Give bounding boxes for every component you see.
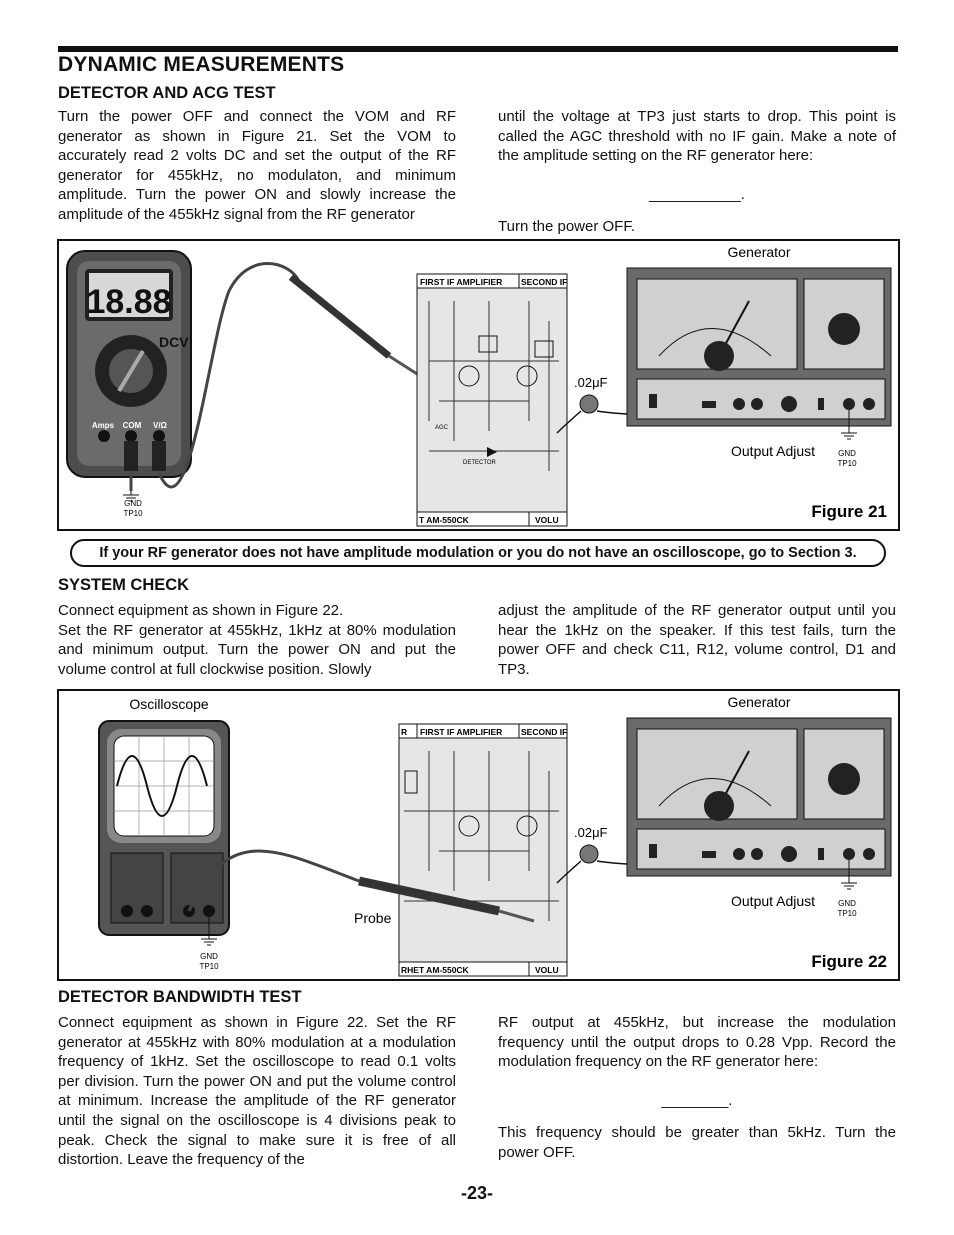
section-heading-detector-bandwidth: DETECTOR BANDWIDTH TEST bbox=[58, 988, 302, 1006]
gnd-label: GND bbox=[124, 499, 142, 508]
board22-footer-2: VOLU bbox=[535, 965, 559, 975]
meter-display: 18.88 bbox=[86, 283, 172, 321]
board-footer-2: VOLU bbox=[535, 515, 559, 525]
section2-col1 bbox=[58, 601, 456, 679]
section2-col2 bbox=[498, 601, 896, 679]
figure-21-label: Figure 21 bbox=[811, 502, 887, 521]
section-heading-detector-acg: DETECTOR AND ACG TEST bbox=[58, 84, 276, 102]
board-header-1: FIRST IF AMPLIFIER bbox=[420, 277, 503, 287]
capacitor-label: .02μF bbox=[574, 375, 608, 390]
rf-generator-22 bbox=[627, 718, 891, 876]
rf-generator-21 bbox=[627, 268, 891, 426]
figure-21-drawing bbox=[59, 241, 898, 529]
agc-label: AGC bbox=[435, 425, 449, 431]
output-adjust-label: Output Adjust bbox=[731, 443, 816, 459]
generator-label: Generator bbox=[727, 244, 791, 260]
frequency-blank: ________. bbox=[661, 1091, 733, 1109]
capacitor-icon bbox=[580, 395, 598, 413]
oscilloscope-label: Oscilloscope bbox=[129, 696, 209, 712]
capacitor22-label: .02μF bbox=[574, 825, 608, 840]
probe-21 bbox=[291, 277, 425, 379]
oscilloscope bbox=[99, 721, 229, 935]
board-header-2: SECOND IF bbox=[521, 277, 568, 287]
jack-com-label: COM bbox=[122, 421, 142, 430]
tp10-label: TP10 bbox=[123, 509, 143, 518]
jack-v-label: V/Ω bbox=[153, 421, 167, 430]
capacitor22-icon bbox=[580, 845, 598, 863]
section1-col1 bbox=[58, 107, 456, 225]
top-rule bbox=[58, 46, 898, 52]
section3-paragraph-2: RF output at 455kHz, but increase the modulation frequency until the output drops to 0.28 Vpp. Record the modulation frequency on the RF generator here: bbox=[498, 1014, 896, 1071]
page-title: DYNAMIC MEASUREMENTS bbox=[58, 53, 345, 76]
scope-gnd-label: GND bbox=[200, 952, 218, 961]
circuit-board-22 bbox=[399, 724, 567, 976]
detector-label: DETECTOR bbox=[463, 460, 496, 466]
power-off-note: Turn the power OFF. bbox=[498, 218, 635, 236]
amplitude-blank: ___________. bbox=[649, 185, 745, 203]
figure-21 bbox=[57, 239, 900, 531]
section1-col2 bbox=[498, 107, 896, 237]
generator22-label: Generator bbox=[727, 694, 791, 710]
board-footer-1: T AM-550CK bbox=[419, 515, 469, 525]
circuit-board-21 bbox=[417, 274, 567, 526]
section2-paragraph-1a: Connect equipment as shown in Figure 22. bbox=[58, 602, 344, 619]
jack-amps-label: Amps bbox=[91, 421, 115, 430]
figure-22 bbox=[57, 689, 900, 981]
section3-paragraph-3: This frequency should be greater than 5kHz. Turn the power OFF. bbox=[498, 1124, 896, 1161]
meter-mode: DCV bbox=[159, 334, 189, 350]
section3-paragraph-1: Connect equipment as shown in Figure 22. Set the RF generator at 455kHz with 80% modulation at a modulation frequency of 1kHz. Set the oscilloscope to read 0.1 volts per division. Turn the power ON and put the volume control at minimum. Increase the amplitude of the RF generator until the signal on the oscilloscope is 4 divisions peak to peak. Check the signal to make sure it is free of all distortion. Leave the frequency of the bbox=[58, 1014, 456, 1169]
gen-tp10-label: TP10 bbox=[837, 459, 857, 468]
gen22-tp10-label: TP10 bbox=[837, 909, 857, 918]
board22-footer-1: RHET AM-550CK bbox=[401, 965, 469, 975]
section1-paragraph-2: until the voltage at TP3 just starts to drop. This point is called the AGC threshold with no IF gain. Make a note of the amplitude setting on the RF generator here: bbox=[498, 108, 896, 165]
section2-paragraph-1b: Set the RF generator at 455kHz, 1kHz at 80% modulation and minimum output. Turn the power ON and put the volume control at full clockwise position. Slowly bbox=[58, 621, 456, 678]
board22-header-2: SECOND IF bbox=[521, 727, 568, 737]
gen-gnd-label: GND bbox=[838, 449, 856, 458]
board22-header-1: FIRST IF AMPLIFIER bbox=[420, 727, 503, 737]
probe-label: Probe bbox=[354, 910, 392, 926]
gen22-gnd-label: GND bbox=[838, 899, 856, 908]
section3-col1 bbox=[58, 1013, 456, 1170]
figure-22-label: Figure 22 bbox=[811, 952, 887, 971]
section2-paragraph-2: adjust the amplitude of the RF generator output until you hear the 1kHz on the speaker. If this test fails, turn the power OFF and check C11, R12, volume control, D1 and TP3. bbox=[498, 602, 896, 678]
board22-header-0: R bbox=[401, 727, 408, 737]
figure-22-drawing bbox=[59, 691, 898, 979]
page-number: -23- bbox=[460, 1183, 493, 1203]
section3-notice-banner: If your RF generator does not have amplitude modulation or you do not have an oscilloscope, go to Section 3. bbox=[70, 539, 886, 567]
section3-col2 bbox=[498, 1013, 896, 1163]
section1-paragraph-1: Turn the power OFF and connect the VOM and RF generator as shown in Figure 21. Set the VOM to accurately read 2 volts DC and set the output of the RF generator for 455kHz, no modulaton, and minimum amplitude. Turn the power ON and slowly increase the amplitude of the 455kHz signal from the RF generator bbox=[58, 108, 456, 223]
output-adjust22-label: Output Adjust bbox=[731, 893, 816, 909]
scope-tp10-label: TP10 bbox=[199, 962, 219, 971]
section-heading-system-check: SYSTEM CHECK bbox=[58, 576, 190, 594]
